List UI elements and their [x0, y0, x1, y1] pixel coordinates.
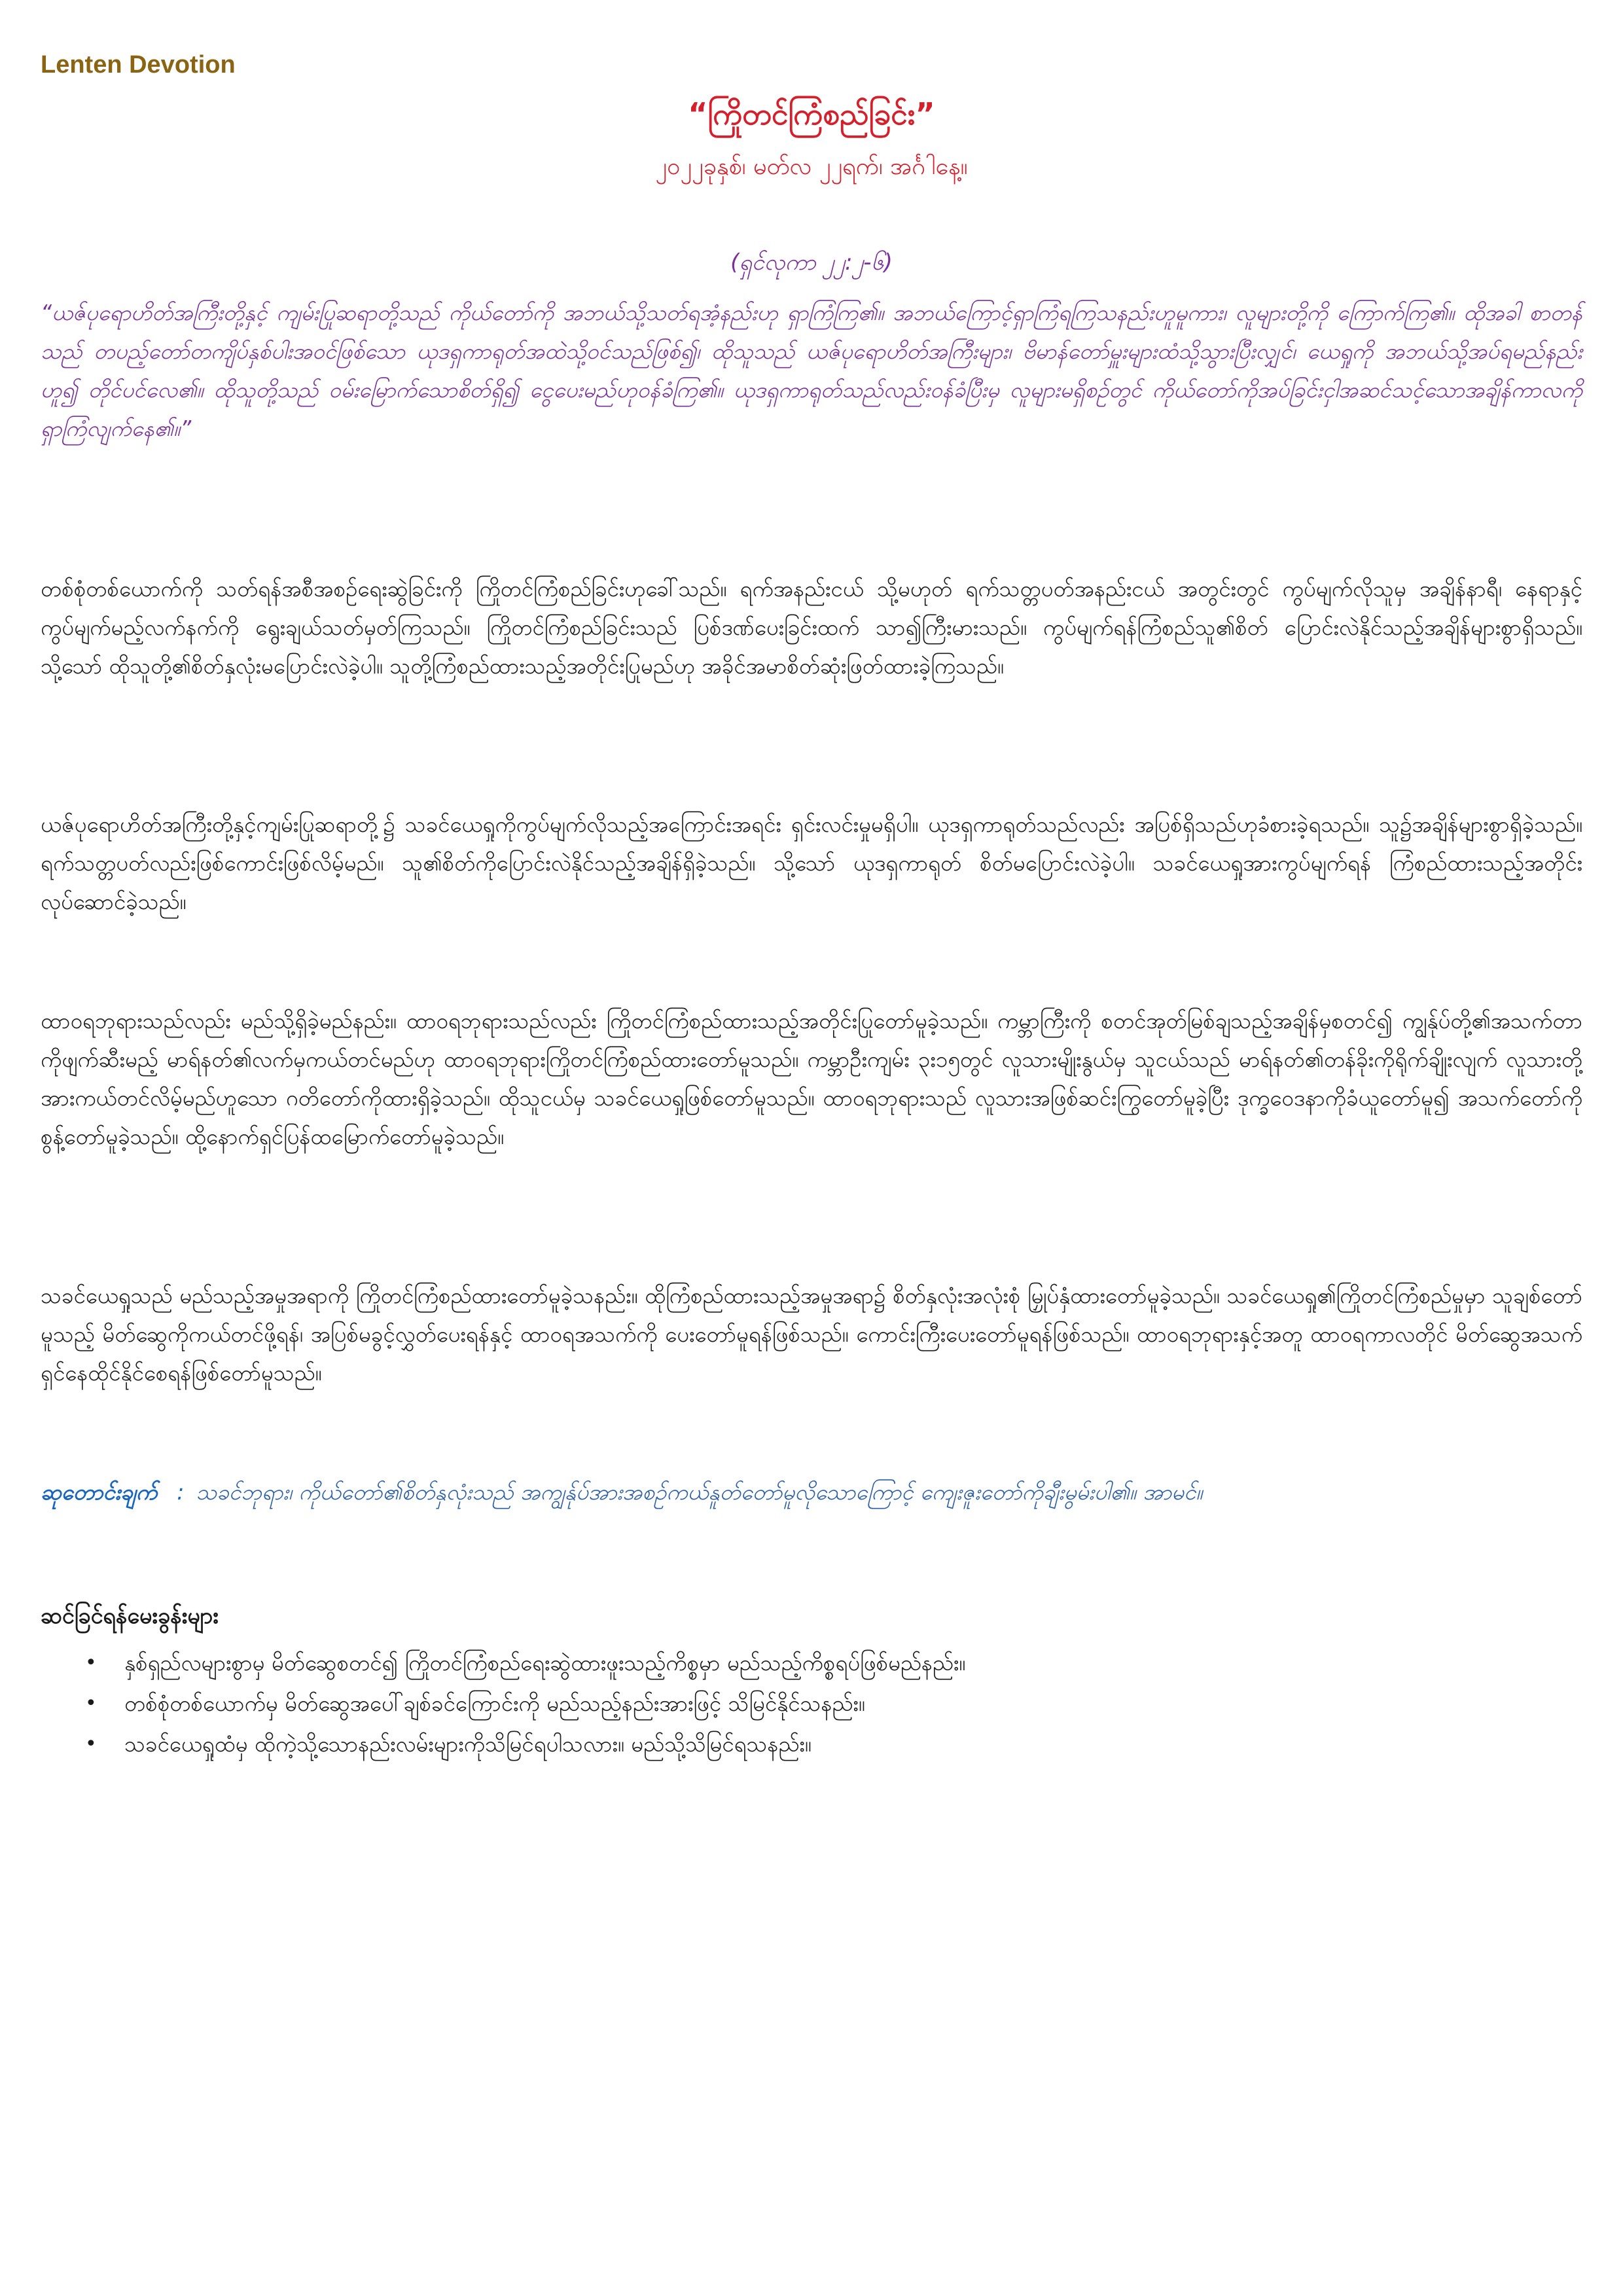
prayer-label: ဆုတောင်းချက်	[41, 1479, 158, 1505]
questions-list	[41, 1643, 1582, 1765]
question-text: နှစ်ရှည်လများစွာမှ မိတ်ဆွေစတင်၍ ကြိုတင်ကြံစည်ရေးဆွဲထားဖူးသည့်ကိစ္စမှာ မည်သည့်ကိစ္စရပ်ဖြစ်မည်နည်း။	[124, 1650, 966, 1676]
questions-heading: ဆင်ခြင်ရန်မေးခွန်းများ	[41, 1603, 219, 1629]
body-paragraph-1: တစ်စုံတစ်ယောက်ကို သတ်ရန်အစီအစဉ်ရေးဆွဲခြင်းကို ကြိုတင်ကြံစည်ခြင်းဟုခေါ်သည်။ ရက်အနည်းငယ် သို့မဟုတ် ရက်သတ္တပတ်အနည်းငယ် အတွင်းတွင် ကွပ်မျက်လိုသူမှ အချိန်နာရီ၊ နေရာနှင့်ကွပ်မျက်မည့်လက်နက်ကို ရွေးချယ်သတ်မှတ်ကြသည်။ ကြိုတင်ကြံစည်ခြင်းသည် ပြစ်ဒဏ်ပေးခြင်းထက် သာ၍ကြီးမားသည်။ ကွပ်မျက်ရန်ကြံစည်သူ၏စိတ် ပြောင်းလဲနိုင်သည့်အချိန်များစွာရှိသည်။ သို့သော် ထိုသူတို့၏စိတ်နှလုံးမပြောင်းလဲခဲ့ပါ။ သူတို့ကြံစည်ထားသည့်အတိုင်းပြုမည်ဟု အခိုင်အမာစိတ်ဆုံးဖြတ်ထားခဲ့ကြသည်။	[41, 576, 1582, 679]
page-title: “ကြိုတင်ကြံစည်ခြင်း”	[688, 96, 935, 132]
date-line: ၂၀၂၂ခုနှစ်၊ မတ်လ ၂၂ရက်၊ အင်္ဂါနေ့။	[655, 153, 968, 180]
prayer-block	[41, 1473, 1582, 1511]
list-item	[41, 1724, 1582, 1765]
question-text: သခင်ယေရှုထံမှ ထိုကဲ့သို့သောနည်းလမ်းများကိုသိမြင်ရပါသလား။ မည်သို့သိမြင်ရသနည်း။	[124, 1731, 812, 1757]
list-item	[41, 1643, 1582, 1683]
question-text: တစ်စုံတစ်ယောက်မှ မိတ်ဆွေအပေါ်ချစ်ခင်ကြောင်းကို မည်သည့်နည်းအားဖြင့် သိမြင်နိုင်သနည်း။	[124, 1691, 865, 1716]
body-paragraph-2: ယဇ်ပုရောဟိတ်အကြီးတို့နှင့်ကျမ်းပြုဆရာတို့၌ သခင်ယေရှုကိုကွပ်မျက်လိုသည့်အကြောင်းအရင်း ရှင်းလင်းမှုမရှိပါ။ ယုဒရှကာရုတ်သည်လည်း အပြစ်ရှိသည်ဟုခံစားခဲ့ရသည်။ သူ၌အချိန်များစွာရှိခဲ့သည်။ ရက်သတ္တပတ်လည်းဖြစ်ကောင်းဖြစ်လိမ့်မည်။ သူ၏စိတ်ကိုပြောင်းလဲနိုင်သည့်အချိန်ရှိခဲ့သည်။ သို့သော် ယုဒရှကာရုတ် စိတ်မပြောင်းလဲခဲ့ပါ။ သခင်ယေရှုအားကွပ်မျက်ရန် ကြံစည်ထားသည့်အတိုင်း လုပ်ဆောင်ခဲ့သည်။	[41, 812, 1582, 914]
bullet-icon: •	[85, 1732, 97, 1755]
scripture-passage: “ယဇ်ပုရောဟိတ်အကြီးတို့နှင့် ကျမ်းပြုဆရာတို့သည် ကိုယ်တော်ကို အဘယ်သို့သတ်ရအံ့နည်းဟု ရှာကြံကြ၏။ အဘယ်ကြောင့်ရှာကြံရကြသနည်းဟူမူကား၊ လူများတို့ကို ကြောက်ကြ၏။ ထိုအခါ စာတန်သည် တပည့်တော်တကျိပ်နှစ်ပါးအဝင်ဖြစ်သော ယုဒရှကာရုတ်အထဲသို့ဝင်သည်ဖြစ်၍၊ ထိုသူသည် ယဇ်ပုရောဟိတ်အကြီးများ၊ ဗိမာန်တော်မှူးများထံသို့သွားပြီးလျှင်၊ ယေရှုကို အဘယ်သို့အပ်ရမည်နည်းဟူ၍ တိုင်ပင်လေ၏။ ထိုသူတို့သည် ဝမ်းမြောက်သောစိတ်ရှိ၍ ငွေပေးမည်ဟုဝန်ခံကြ၏။ ယုဒရှကာရုတ်သည်လည်းဝန်ခံပြီးမှ လူများမရှိစဉ်တွင် ကိုယ်တော်ကိုအပ်ခြင်းငှါအဆင်သင့်သောအချိန်ကာလကိုရှာကြံလျက်နေ၏။”	[41, 300, 1582, 441]
bullet-icon: •	[85, 1651, 97, 1674]
prayer-text: သခင်ဘုရား၊ ကိုယ်တော်၏စိတ်နှလုံးသည် အကျွန်ုပ်အားအစဉ်ကယ်နူတ်တော်မူလိုသောကြောင့် ကျေးဇူးတော်ကိုချီးမွမ်းပါ၏။ အာမင်။	[196, 1479, 1203, 1505]
prayer-separator: :	[177, 1479, 185, 1505]
scripture-reference: (ရှင်လုကာ ၂၂:၂-၆)	[730, 249, 893, 276]
header-label: Lenten Devotion	[41, 51, 236, 79]
bullet-icon: •	[85, 1692, 97, 1715]
list-item	[41, 1683, 1582, 1724]
body-paragraph-4: သခင်ယေရှုသည် မည်သည့်အမှုအရာကို ကြိုတင်ကြံစည်ထားတော်မူခဲ့သနည်း။ ထိုကြံစည်ထားသည့်အမှုအရာ၌ စိတ်နှလုံးအလုံးစုံ မြှုပ်နှံထားတော်မူခဲ့သည်။ သခင်ယေရှု၏ကြိုတင်ကြံစည်မှုမှာ သူချစ်တော်မူသည့် မိတ်ဆွေကိုကယ်တင်ဖို့ရန်၊ အပြစ်မခွင့်လွှတ်ပေးရန်နှင့် ထာဝရအသက်ကို ပေးတော်မူရန်ဖြစ်သည်။ ကောင်းကြီးပေးတော်မူရန်ဖြစ်သည်။ ထာဝရဘုရားနှင့်အတူ ထာဝရကာလတိုင် မိတ်ဆွေအသက်ရှင်နေထိုင်နိုင်စေရန်ဖြစ်တော်မူသည်။	[41, 1283, 1582, 1386]
body-paragraph-3: ထာဝရဘုရားသည်လည်း မည်သို့ရှိခဲ့မည်နည်း။ ထာဝရဘုရားသည်လည်း ကြိုတင်ကြံစည်ထားသည့်အတိုင်းပြုတော်မူခဲ့သည်။ ကမ္ဘာကြီးကို စတင်အုတ်မြစ်ချသည့်အချိန်မှစတင်၍ ကျွန်ုပ်တို့၏အသက်တာကိုဖျက်ဆီးမည့် မာရ်နတ်၏လက်မှကယ်တင်မည်ဟု ထာဝရဘုရားကြိုတင်ကြံစည်ထားတော်မူသည်။ ကမ္ဘာဦးကျမ်း ၃း၁၅တွင် လူသားမျိုးနွယ်မှ သူငယ်သည် မာရ်နတ်၏တန်ခိုးကိုရိုက်ချိုးလျက် လူသားတို့အားကယ်တင်လိမ့်မည်ဟူသော ဂတိတော်ကိုထားရှိခဲ့သည်။ ထိုသူငယ်မှ သခင်ယေရှုဖြစ်တော်မူသည်။ ထာဝရဘုရားသည် လူသားအဖြစ်ဆင်းကြွတော်မူခဲ့ပြီး ဒုက္ခဝေဒနာကိုခံယူတော်မူ၍ အသက်တော်ကိုစွန့်တော်မူခဲ့သည်။ ထို့နောက်ရှင်ပြန်ထမြောက်တော်မူခဲ့သည်။	[41, 1008, 1582, 1149]
